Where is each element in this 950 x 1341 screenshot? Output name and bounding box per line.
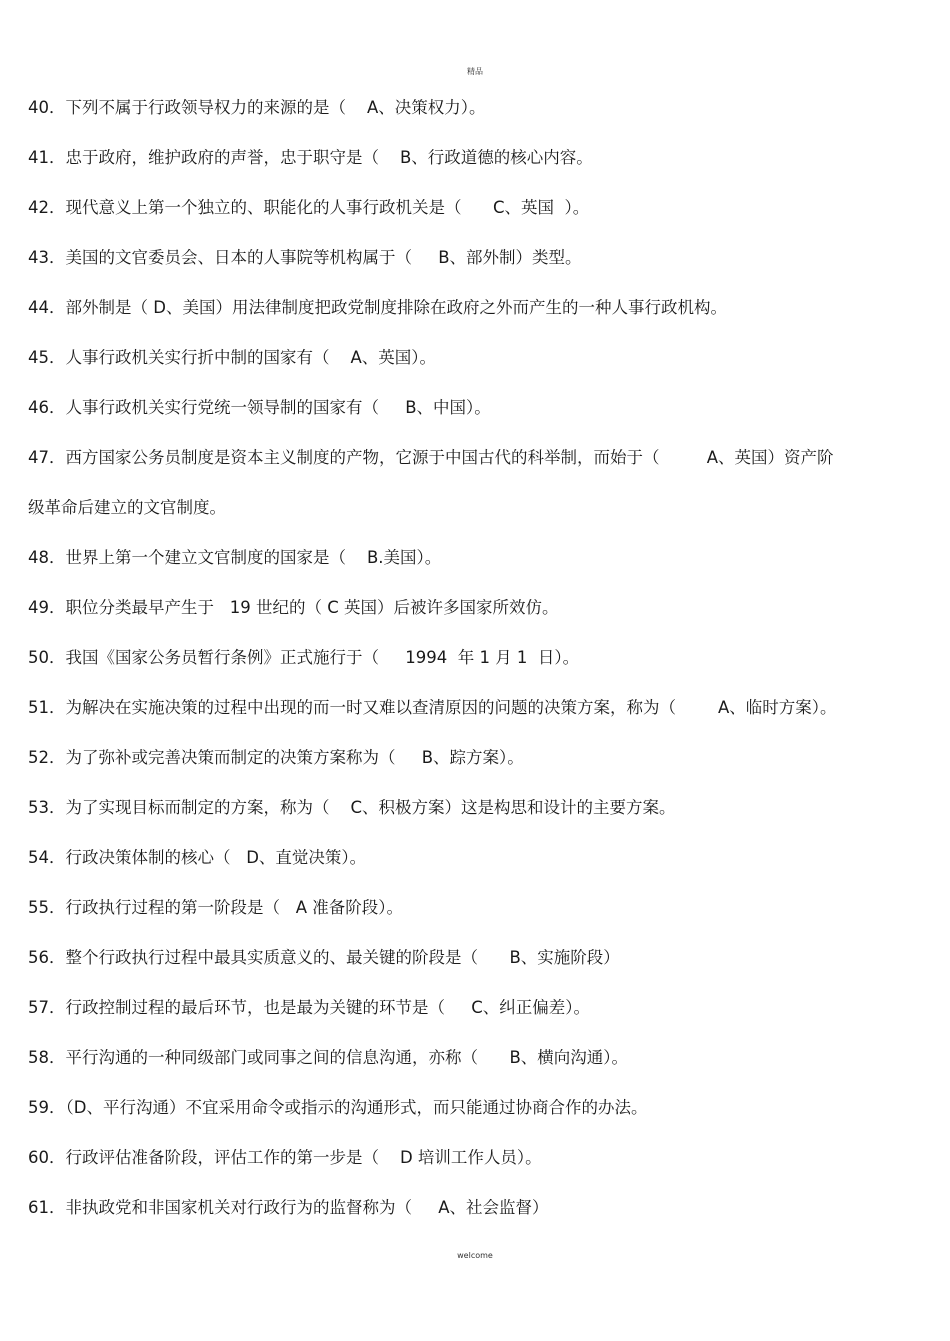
text-line: 56．整个行政执行过程中最具实质意义的、最关键的阶段是（ B、实施阶段）: [28, 948, 620, 967]
document-body: [28, 94, 918, 1244]
text-line: 55．行政执行过程的第一阶段是（ A 准备阶段）。: [28, 898, 404, 917]
page-footer: welcome: [457, 1251, 493, 1260]
text-line: 42．现代意义上第一个独立的、职能化的人事行政机关是（ C、英国 ）。: [28, 198, 590, 217]
text-line: 44．部外制是（ D、美国）用法律制度把政党制度排除在政府之外而产生的一种人事行政机构。: [28, 298, 727, 317]
text-line: 57．行政控制过程的最后环节，也是最为关键的环节是（ C、纠正偏差）。: [28, 998, 590, 1017]
text-line: 46．人事行政机关实行党统一领导制的国家有（ B、中国）。: [28, 398, 491, 417]
text-line: 50．我国《国家公务员暂行条例》正式施行于（ 1994 年 1 月 1 日）。: [28, 648, 580, 667]
text-line: 58．平行沟通的一种同级部门或同事之间的信息沟通，亦称（ B、横向沟通）。: [28, 1048, 629, 1067]
text-line: 41．忠于政府，维护政府的声誉，忠于职守是（ B、行政道德的核心内容。: [28, 148, 593, 167]
text-line: 60．行政评估准备阶段，评估工作的第一步是（ D 培训工作人员）。: [28, 1148, 542, 1167]
text-line: 级革命后建立的文官制度。: [28, 498, 226, 517]
text-line: 51．为解决在实施决策的过程中出现的而一时又难以查清原因的问题的决策方案，称为（ A、临时方案）。: [28, 698, 837, 717]
text-line: 61．非执政党和非国家机关对行政行为的监督称为（ A、社会监督）: [28, 1198, 549, 1217]
text-line: 43．美国的文官委员会、日本的人事院等机构属于（ B、部外制）类型。: [28, 248, 582, 267]
text-line: 48．世界上第一个建立文官制度的国家是（ B.美国）。: [28, 548, 442, 567]
text-line: 40．下列不属于行政领导权力的来源的是（ A、决策权力）。: [28, 98, 486, 117]
text-line: 59．（D、平行沟通）不宜采用命令或指示的沟通形式，而只能通过协商合作的办法。: [28, 1098, 648, 1117]
text-line: 54．行政决策体制的核心（ D、直觉决策）。: [28, 848, 367, 867]
text-line: 53．为了实现目标而制定的方案，称为（ C、积极方案）这是构思和设计的主要方案。: [28, 798, 676, 817]
text-line: 47．西方国家公务员制度是资本主义制度的产物，它源于中国古代的科举制，而始于（ A、英国）资产阶: [28, 448, 834, 467]
text-line: 49．职位分类最早产生于 19 世纪的（ C 英国）后被许多国家所效仿。: [28, 598, 559, 617]
page-header: 精品: [467, 67, 483, 76]
text-line: 52．为了弥补或完善决策而制定的决策方案称为（ B、踪方案）。: [28, 748, 524, 767]
text-line: 45．人事行政机关实行折中制的国家有（ A、英国）。: [28, 348, 437, 367]
